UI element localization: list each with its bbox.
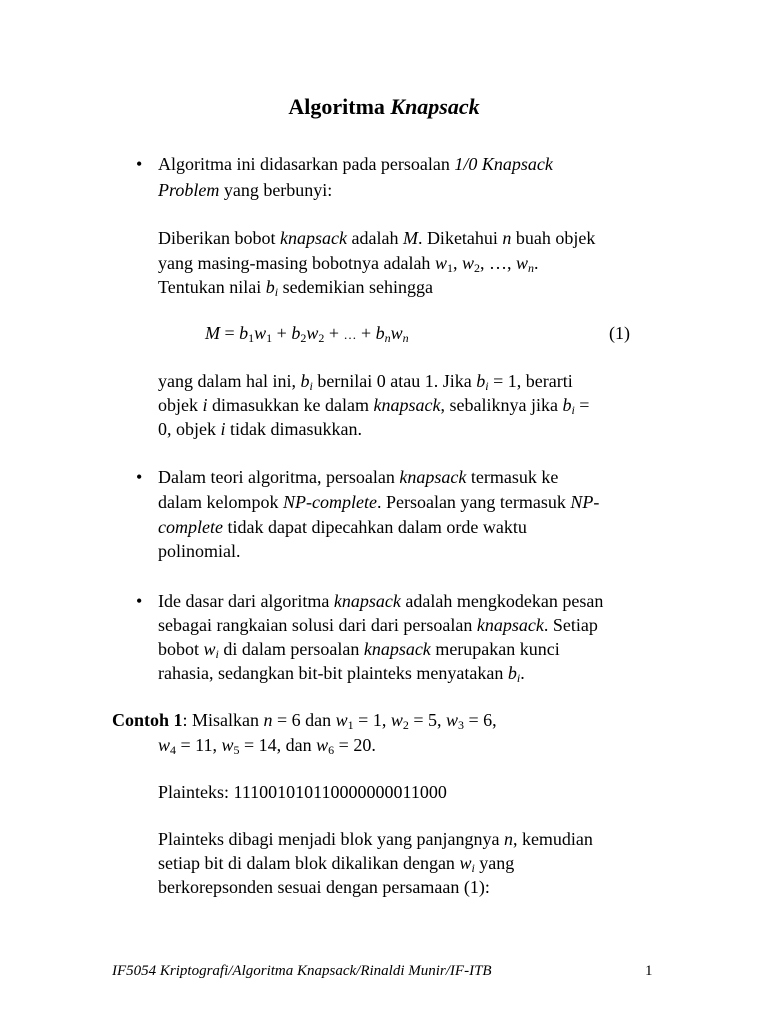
- explain-line-3: berkorepsonden sesuai dengan persamaan (1):: [158, 877, 490, 897]
- def-line-2: yang masing-masing bobotnya adalah $w_1$, $w_2$, …, $w_n$.: [158, 253, 539, 275]
- after-line-2: objek i dimasukkan ke dalam knapsack, sebaliknya jika $b_i$ =: [158, 395, 590, 417]
- plaintext-value: 111001010110000000011000: [233, 782, 447, 802]
- title-italic: Knapsack: [390, 94, 480, 119]
- page-number: 1: [645, 963, 653, 979]
- b3-line-1: Ide dasar dari algoritma knapsack adalah mengkodekan pesan: [158, 591, 604, 611]
- def-line-1: Diberikan bobot knapsack adalah M. Diketahui n buah objek: [158, 228, 596, 248]
- equation-number: (1): [609, 323, 630, 343]
- explain-line-2: setiap bit di dalam blok dikalikan dengan $w_i$ yang: [158, 853, 515, 875]
- explain-line-1: Plainteks dibagi menjadi blok yang panjangnya n, kemudian: [158, 829, 593, 849]
- example-line-2: $w_4 = 11$, $w_5 = 14$, dan $w_6 = 20$.: [158, 735, 376, 757]
- plaintext-line: Plainteks: 111001010110000000011000: [158, 782, 447, 802]
- b2-line-2: dalam kelompok NP-complete. Persoalan yang termasuk NP-: [158, 492, 600, 512]
- after-line-1: yang dalam hal ini, $b_i$ bernilai 0 atau 1. Jika $b_i = 1$, berarti: [158, 371, 573, 393]
- b2-line-4: polinomial.: [158, 541, 241, 561]
- example-label: Contoh 1: [112, 710, 183, 730]
- b1-line-2: Problem yang berbunyi:: [158, 180, 333, 200]
- b2-line-1: Dalam teori algoritma, persoalan knapsack termasuk ke: [158, 467, 559, 487]
- title-prefix: Algoritma: [288, 94, 385, 119]
- b3-line-4: rahasia, sedangkan bit-bit plainteks menyatakan $b_i$.: [158, 663, 525, 685]
- after-line-3: 0, objek i tidak dimasukkan.: [158, 419, 362, 439]
- def-line-3: Tentukan nilai $b_i$ sedemikian sehingga: [158, 277, 434, 299]
- bullet-3: •: [136, 591, 143, 611]
- b3-line-3: bobot $w_i$ di dalam persoalan knapsack merupakan kunci: [158, 639, 560, 661]
- b2-line-3: complete tidak dapat dipecahkan dalam orde waktu: [158, 517, 527, 537]
- bullet-2: •: [136, 467, 143, 487]
- b3-line-2: sebagai rangkaian solusi dari dari persoalan knapsack. Setiap: [158, 615, 598, 635]
- bullet-1: •: [136, 154, 143, 174]
- footer-text: IF5054 Kriptografi/Algoritma Knapsack/Rinaldi Munir/IF-ITB: [112, 963, 492, 979]
- equation: $M = b_1w_1 + b_2w_2$ + … + $b_nw_n$: [205, 323, 409, 345]
- b1-line-1: Algoritma ini didasarkan pada persoalan 1/0 Knapsack: [158, 154, 553, 174]
- page-title: [0, 93, 768, 121]
- example-line-1: Contoh 1: Misalkan n = 6 dan $w_1 = 1$, $w_2 = 5$, $w_3 = 6$,: [112, 710, 497, 732]
